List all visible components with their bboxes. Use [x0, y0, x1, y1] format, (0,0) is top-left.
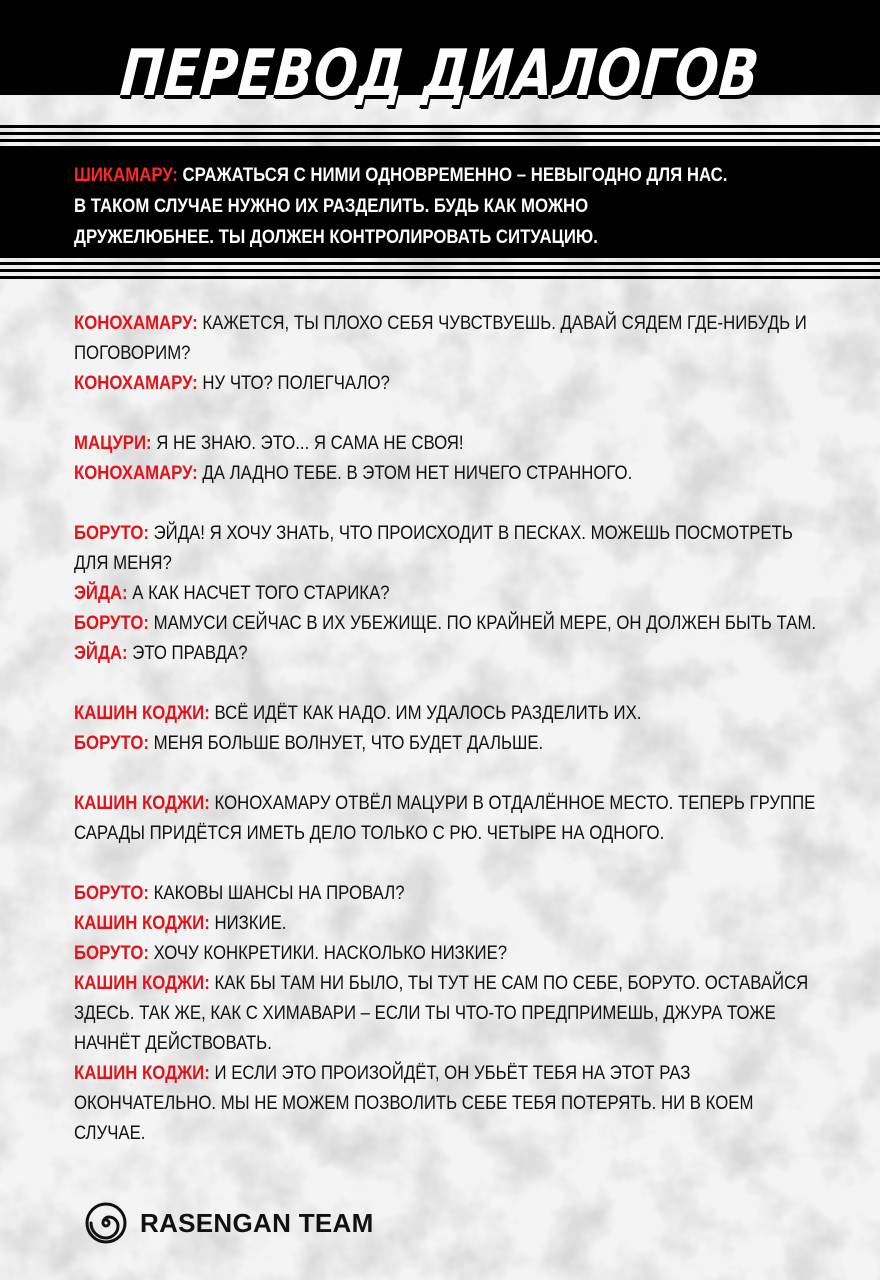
dialogue-line: ВСЁ ИДЁТ КАК НАДО. ИМ УДАЛОСЬ РАЗДЕЛИТЬ ИХ.: [209, 702, 642, 724]
footer-brand: [84, 1201, 374, 1245]
speaker-name: БОРУТО:: [74, 612, 149, 634]
dialogue-group: [74, 878, 822, 1148]
speaker-name: БОРУТО:: [74, 942, 149, 964]
dialogue-line: МЕНЯ БОЛЬШЕ ВОЛНУЕТ, ЧТО БУДЕТ ДАЛЬШЕ.: [148, 732, 544, 754]
dialogue-line: НУ ЧТО? ПОЛЕГЧАЛО?: [197, 372, 390, 394]
dialogue-line: СРАЖАТЬСЯ С НИМИ ОДНОВРЕМЕННО – НЕВЫГОДНО ДЛЯ НАС. В ТАКОМ СЛУЧАЕ НУЖНО ИХ РАЗДЕЛИТЬ. БУДЬ КАК МОЖНО ДРУЖЕЛЮБНЕЕ. ТЫ ДОЛЖЕН КОНТРОЛИРОВАТЬ СИТУАЦИЮ.: [74, 164, 728, 248]
dialogue-line: А КАК НАСЧЕТ ТОГО СТАРИКА?: [127, 582, 390, 604]
speaker-name: КОНОХАМАРУ:: [74, 312, 198, 334]
spiral-logo-icon: [84, 1201, 128, 1245]
dialogue-entry: [74, 968, 822, 1058]
dialogue-entry: [74, 638, 822, 668]
dialogue-entry: [74, 728, 822, 758]
dialogue-line: КАК БЫ ТАМ НИ БЫЛО, ТЫ ТУТ НЕ САМ ПО СЕБЕ, БОРУТО. ОСТАВАЙСЯ ЗДЕСЬ. ТАК ЖЕ, КАК С ХИМАВАРИ – ЕСЛИ ТЫ ЧТО-ТО ПРЕДПРИМЕШЬ, ДЖУРА ТОЖЕ НАЧНЁТ ДЕЙСТВОВАТЬ.: [74, 972, 809, 1054]
dialogue-entry: [74, 518, 822, 578]
dialogue-entry: [74, 1058, 822, 1148]
dialogue-entry: [74, 458, 822, 488]
dialogue-line: И ЕСЛИ ЭТО ПРОИЗОЙДЁТ, ОН УБЬЁТ ТЕБЯ НА ЭТОТ РАЗ ОКОНЧАТЕЛЬНО. МЫ НЕ МОЖЕМ ПОЗВОЛИТЬ СЕБЕ ТЕБЯ ПОТЕРЯТЬ. НИ В КОЕМ СЛУЧАЕ.: [74, 1062, 754, 1144]
speaker-name: КАШИН КОДЖИ:: [74, 912, 210, 934]
speaker-name: КАШИН КОДЖИ:: [74, 972, 210, 994]
dialogue-group: [74, 698, 822, 758]
dialogue-line: КАЖЕТСЯ, ТЫ ПЛОХО СЕБЯ ЧУВСТВУЕШЬ. ДАВАЙ СЯДЕМ ГДЕ-НИБУДЬ И ПОГОВОРИМ?: [74, 312, 807, 364]
dialogue-group: [74, 428, 822, 488]
dialogue-entry: [74, 698, 822, 728]
dialogue-line: НИЗКИЕ.: [209, 912, 287, 934]
dialogue-line: КАКОВЫ ШАНСЫ НА ПРОВАЛ?: [148, 882, 405, 904]
dialogue-line: ЭТО ПРАВДА?: [127, 642, 248, 664]
brand-name: RASENGAN TEAM: [140, 1207, 374, 1238]
speaker-name: КОНОХАМАРУ:: [74, 462, 198, 484]
dialogue-entry: [74, 878, 822, 908]
speaker-name: ЭЙДА:: [74, 582, 128, 604]
dialogue-line: ЭЙДА! Я ХОЧУ ЗНАТЬ, ЧТО ПРОИСХОДИТ В ПЕСКАХ. МОЖЕШЬ ПОСМОТРЕТЬ ДЛЯ МЕНЯ?: [74, 522, 793, 574]
divider-stripe: [0, 276, 880, 279]
speaker-name: МАЦУРИ:: [74, 432, 152, 454]
divider-stripe: [0, 262, 880, 265]
dialogue-line: ХОЧУ КОНКРЕТИКИ. НАСКОЛЬКО НИЗКИЕ?: [148, 942, 508, 964]
divider-stripe: [0, 139, 880, 142]
dialogue-entry: [74, 368, 822, 398]
dialogue-entry: [74, 608, 822, 638]
speaker-name: ЭЙДА:: [74, 642, 128, 664]
speaker-name: БОРУТО:: [74, 882, 149, 904]
speaker-name: КОНОХАМАРУ:: [74, 372, 198, 394]
divider-stripe: [0, 125, 880, 128]
dialogue-entry: [74, 578, 822, 608]
divider-stripe: [0, 132, 880, 135]
page-title: ПЕРЕВОД ДИАЛОГОВ: [117, 37, 763, 111]
dialogue-list: [74, 308, 822, 1178]
dialogue-entry: [74, 428, 822, 458]
speaker-name: КАШИН КОДЖИ:: [74, 702, 210, 724]
speaker-name: КАШИН КОДЖИ:: [74, 1062, 210, 1084]
dialogue-entry: [74, 938, 822, 968]
dialogue-line: МАМУСИ СЕЙЧАС В ИХ УБЕЖИЩЕ. ПО КРАЙНЕЙ МЕРЕ, ОН ДОЛЖЕН БЫТЬ ТАМ.: [148, 612, 817, 634]
intro-text: [74, 160, 728, 253]
dialogue-group: [74, 518, 822, 668]
divider-stripe: [0, 269, 880, 272]
speaker-name: КАШИН КОДЖИ:: [74, 792, 210, 814]
dialogue-line: Я НЕ ЗНАЮ. ЭТО... Я САМА НЕ СВОЯ!: [151, 432, 464, 454]
dialogue-entry: [74, 308, 822, 368]
dialogue-group: [74, 308, 822, 398]
dialogue-entry: [74, 908, 822, 938]
speaker-name: БОРУТО:: [74, 732, 149, 754]
dialogue-line: КОНОХАМАРУ ОТВЁЛ МАЦУРИ В ОТДАЛЁННОЕ МЕСТО. ТЕПЕРЬ ГРУППЕ САРАДЫ ПРИДЁТСЯ ИМЕТЬ ДЕЛО ТОЛЬКО С РЮ. ЧЕТЫРЕ НА ОДНОГО.: [74, 792, 816, 844]
speaker-name: БОРУТО:: [74, 522, 149, 544]
dialogue-line: ДА ЛАДНО ТЕБЕ. В ЭТОМ НЕТ НИЧЕГО СТРАННОГО.: [197, 462, 633, 484]
dialogue-group: [74, 788, 822, 848]
dialogue-entry: [74, 788, 822, 848]
speaker-name: ШИКАМАРУ:: [74, 164, 178, 186]
